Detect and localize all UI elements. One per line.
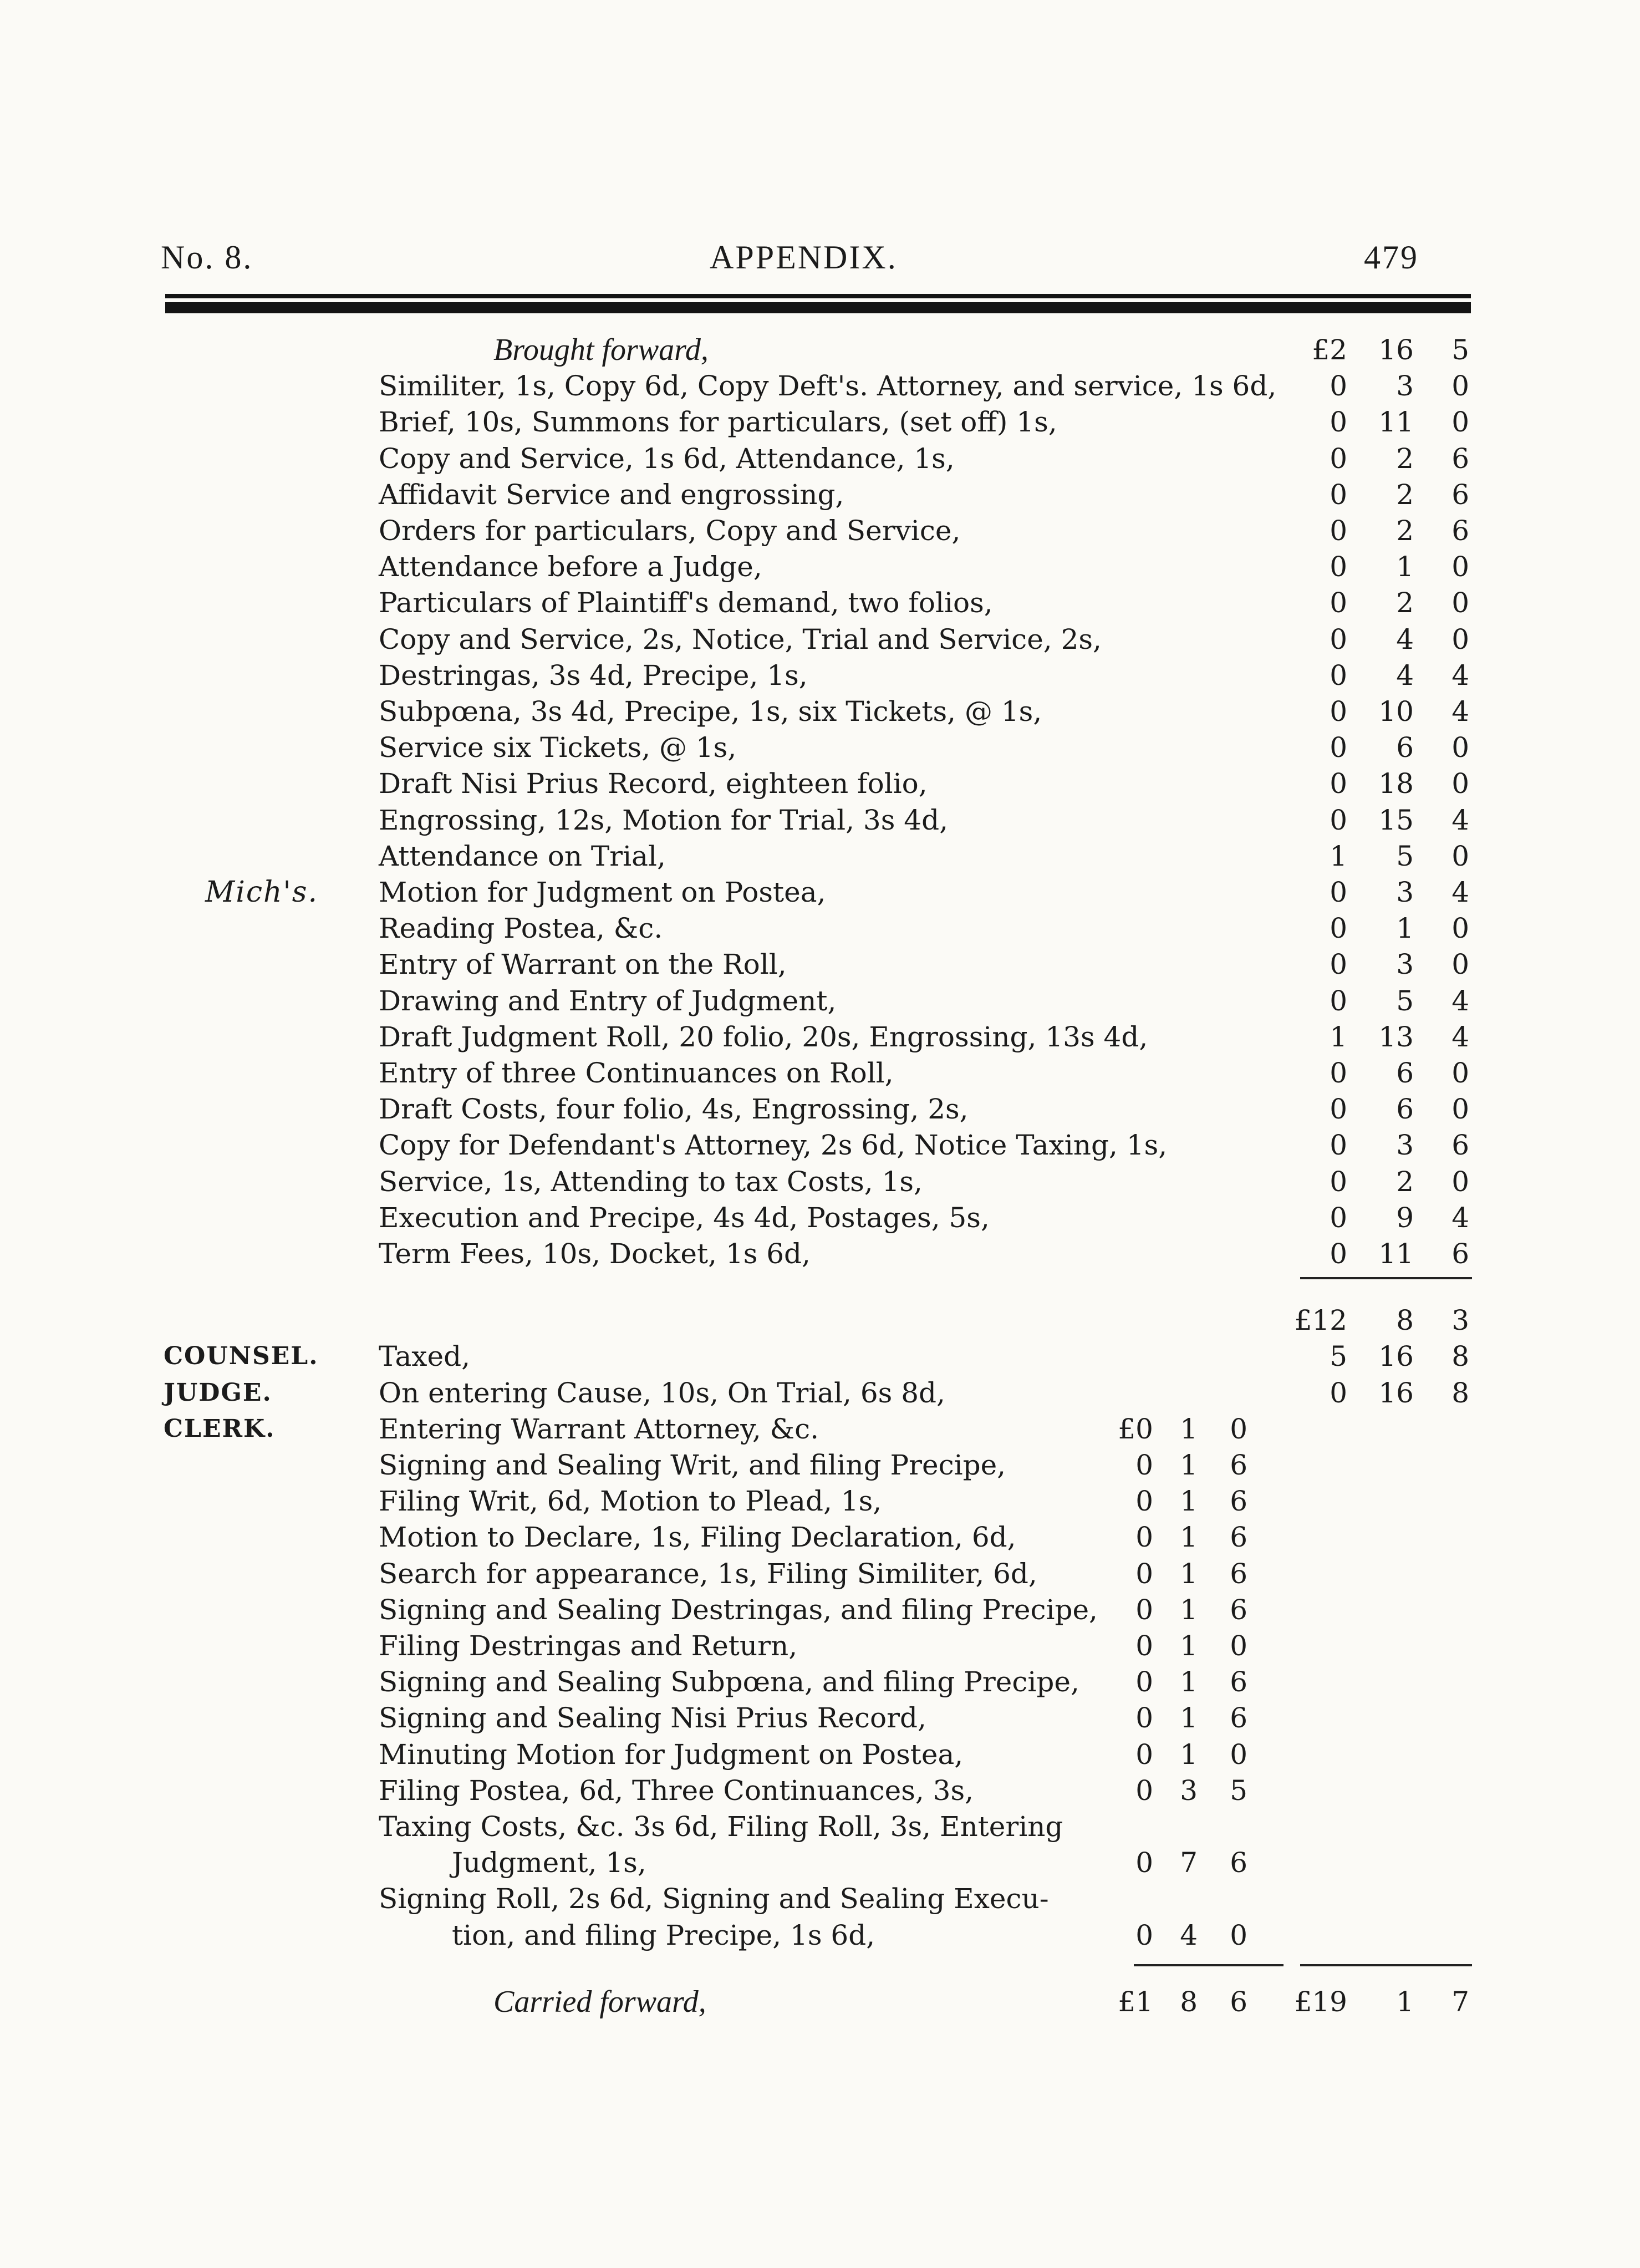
amount-pence: 6 <box>1451 1238 1469 1270</box>
amount-shillings: 2 <box>1396 515 1414 547</box>
clerk-amount-shillings: 1 <box>1180 1557 1198 1590</box>
item-description: Particulars of Plaintiff's demand, two folios, <box>379 587 993 619</box>
clerk-amount-pounds: 0 <box>1135 1593 1153 1626</box>
ledger-row <box>0 1593 1640 1627</box>
ledger-row <box>0 1881 1640 1916</box>
amount-pence: 3 <box>1451 1304 1469 1337</box>
amount-shillings: 1 <box>1396 551 1414 583</box>
clerk-amount-pounds: 0 <box>1135 1521 1153 1554</box>
clerk-total-rule <box>1134 1964 1284 1966</box>
item-description: Attendance on Trial, <box>379 840 666 872</box>
item-description: Filing Writ, 6d, Motion to Plead, 1s, <box>379 1485 882 1518</box>
amount-pounds: 0 <box>1330 587 1347 619</box>
item-description: Drawing and Entry of Judgment, <box>379 984 837 1017</box>
ledger-row <box>0 477 1640 512</box>
item-description: Filing Destringas and Return, <box>379 1630 798 1662</box>
item-description: Service, 1s, Attending to tax Costs, 1s, <box>379 1165 923 1198</box>
page-number: 479 <box>1364 239 1419 276</box>
item-description: Entering Warrant Attorney, &c. <box>379 1412 819 1445</box>
amount-shillings: 2 <box>1396 478 1414 511</box>
item-description: Minuting Motion for Judgment on Postea, <box>379 1738 964 1771</box>
ledger-row <box>0 1448 1640 1482</box>
clerk-amount-pence: 6 <box>1230 1847 1247 1879</box>
ledger-row <box>0 1164 1640 1199</box>
amount-pounds: 0 <box>1330 876 1347 908</box>
amount-pence: 0 <box>1451 623 1469 655</box>
amount-pence: 0 <box>1451 912 1469 945</box>
ledger-row <box>0 550 1640 584</box>
amount-pence: 4 <box>1451 659 1469 691</box>
ledger-row <box>0 694 1640 729</box>
item-description: Carried forward, <box>493 1984 706 2019</box>
item-description: Draft Costs, four folio, 4s, Engrossing, 2s, <box>379 1093 969 1126</box>
page-title: APPENDIX. <box>710 239 898 276</box>
amount-pence: 6 <box>1451 478 1469 511</box>
amount-pence: 0 <box>1451 840 1469 872</box>
amount-pence: 6 <box>1451 1129 1469 1162</box>
amount-pounds: 0 <box>1330 1057 1347 1089</box>
clerk-amount-pence: 0 <box>1230 1630 1247 1662</box>
amount-pounds: 0 <box>1330 1376 1347 1409</box>
item-description: Search for appearance, 1s, Filing Similiter, 6d, <box>379 1557 1037 1590</box>
item-description: Filing Postea, 6d, Three Continuances, 3s, <box>379 1774 974 1807</box>
amount-pounds: £2 <box>1312 334 1347 366</box>
ledger-row <box>0 766 1640 801</box>
amount-shillings: 18 <box>1378 767 1414 800</box>
clerk-amount-shillings: 1 <box>1180 1449 1198 1481</box>
amount-pounds: 0 <box>1330 478 1347 511</box>
ledger-row <box>0 839 1640 873</box>
clerk-amount-pounds: £0 <box>1118 1412 1153 1445</box>
amount-pounds: 0 <box>1330 984 1347 1017</box>
ledger-row <box>0 333 1640 367</box>
amount-pence: 0 <box>1451 731 1469 764</box>
amount-pence: 4 <box>1451 804 1469 836</box>
clerk-amount-pence: 5 <box>1230 1774 1247 1807</box>
clerk-amount-pounds: 0 <box>1135 1485 1153 1518</box>
amount-pounds: £12 <box>1294 1304 1347 1337</box>
amount-shillings: 3 <box>1396 948 1414 981</box>
ledger-row <box>0 1339 1640 1374</box>
clerk-amount-pounds: 0 <box>1135 1919 1153 1951</box>
item-description: Taxed, <box>379 1340 470 1373</box>
item-description: Copy and Service, 1s 6d, Attendance, 1s, <box>379 442 955 475</box>
header-rule-thick <box>165 302 1471 313</box>
amount-pence: 4 <box>1451 1201 1469 1234</box>
clerk-amount-shillings: 1 <box>1180 1485 1198 1518</box>
amount-pounds: 0 <box>1330 659 1347 691</box>
ledger-row <box>0 875 1640 909</box>
amount-shillings: 6 <box>1396 1057 1414 1089</box>
ledger-row <box>0 405 1640 439</box>
item-description: Brief, 10s, Summons for particulars, (set off) 1s, <box>379 406 1057 439</box>
item-description: Affidavit Service and engrossing, <box>379 478 844 511</box>
amount-pence: 5 <box>1451 334 1469 366</box>
ledger-row <box>0 586 1640 620</box>
amount-pounds: 5 <box>1330 1340 1347 1373</box>
ledger-row <box>0 1237 1640 1271</box>
ledger-row <box>0 947 1640 982</box>
amount-shillings: 9 <box>1396 1201 1414 1234</box>
item-description: Entry of Warrant on the Roll, <box>379 948 787 981</box>
item-description: Draft Judgment Roll, 20 folio, 20s, Engrossing, 13s 4d, <box>379 1020 1148 1053</box>
item-description: Signing Roll, 2s 6d, Signing and Sealing Execu- <box>379 1883 1049 1915</box>
margin-label: Mich's. <box>205 876 318 909</box>
clerk-amount-pence: 0 <box>1230 1919 1247 1951</box>
item-description: Attendance before a Judge, <box>379 551 762 583</box>
amount-pounds: £19 <box>1294 1985 1347 2018</box>
amount-shillings: 10 <box>1378 695 1414 728</box>
clerk-amount-pounds: 0 <box>1135 1847 1153 1879</box>
amount-pence: 0 <box>1451 1093 1469 1126</box>
amount-shillings: 2 <box>1396 442 1414 475</box>
clerk-amount-shillings: 1 <box>1180 1412 1198 1445</box>
item-description: Orders for particulars, Copy and Service, <box>379 515 961 547</box>
amount-pounds: 0 <box>1330 406 1347 439</box>
ledger-row <box>0 1737 1640 1772</box>
clerk-amount-pounds: 0 <box>1135 1738 1153 1771</box>
clerk-amount-pence: 6 <box>1230 1593 1247 1626</box>
ledger-row <box>0 730 1640 765</box>
ledger-row <box>0 1985 1640 2019</box>
amount-shillings: 5 <box>1396 984 1414 1017</box>
amount-pounds: 0 <box>1330 804 1347 836</box>
amount-pounds: 0 <box>1330 1093 1347 1126</box>
ledger-row <box>0 1520 1640 1554</box>
amount-pence: 0 <box>1451 948 1469 981</box>
clerk-amount-shillings: 1 <box>1180 1702 1198 1735</box>
item-description: On entering Cause, 10s, On Trial, 6s 8d, <box>379 1376 945 1409</box>
item-description: Signing and Sealing Nisi Prius Record, <box>379 1702 926 1735</box>
clerk-amount-pounds: 0 <box>1135 1774 1153 1807</box>
amount-pounds: 0 <box>1330 1129 1347 1162</box>
clerk-amount-shillings: 1 <box>1180 1738 1198 1771</box>
ledger-row <box>0 1303 1640 1338</box>
clerk-amount-pence: 6 <box>1230 1557 1247 1590</box>
item-description: Reading Postea, &c. <box>379 912 663 945</box>
amount-pounds: 0 <box>1330 1165 1347 1198</box>
amount-pounds: 0 <box>1330 370 1347 403</box>
amount-shillings: 11 <box>1378 406 1414 439</box>
amount-pounds: 0 <box>1330 948 1347 981</box>
item-description: Entry of three Continuances on Roll, <box>379 1057 894 1089</box>
ledger-row <box>0 1201 1640 1235</box>
header-rule-thin <box>165 294 1471 298</box>
ledger-row <box>0 984 1640 1018</box>
amount-pence: 8 <box>1451 1376 1469 1409</box>
ledger-row <box>0 803 1640 837</box>
clerk-amount-shillings: 1 <box>1180 1593 1198 1626</box>
item-description: Signing and Sealing Destringas, and filing Precipe, <box>379 1593 1098 1626</box>
ledger-row <box>0 1557 1640 1591</box>
clerk-amount-pence: 6 <box>1230 1449 1247 1481</box>
ledger-row <box>0 1092 1640 1126</box>
ledger-row <box>0 513 1640 548</box>
clerk-amount-pence: 6 <box>1230 1985 1247 2018</box>
clerk-amount-pounds: 0 <box>1135 1557 1153 1590</box>
amount-shillings: 3 <box>1396 370 1414 403</box>
item-description: Taxing Costs, &c. 3s 6d, Filing Roll, 3s, Entering <box>379 1811 1063 1843</box>
clerk-amount-pence: 6 <box>1230 1702 1247 1735</box>
clerk-amount-pence: 0 <box>1230 1738 1247 1771</box>
item-description: Motion to Declare, 1s, Filing Declaration, 6d, <box>379 1521 1016 1554</box>
item-description: tion, and filing Precipe, 1s 6d, <box>452 1919 875 1951</box>
amount-pence: 6 <box>1451 442 1469 475</box>
clerk-amount-pounds: 0 <box>1135 1449 1153 1481</box>
amount-pounds: 1 <box>1330 1020 1347 1053</box>
amount-pence: 0 <box>1451 370 1469 403</box>
ledger-row <box>0 1918 1640 1952</box>
amount-pence: 8 <box>1451 1340 1469 1373</box>
amount-pounds: 0 <box>1330 695 1347 728</box>
ledger-row <box>0 1845 1640 1880</box>
ledger-row <box>0 1412 1640 1446</box>
ledger-row <box>0 369 1640 403</box>
item-description: Signing and Sealing Subpœna, and filing Precipe, <box>379 1666 1079 1699</box>
amount-shillings: 16 <box>1378 1376 1414 1409</box>
clerk-amount-pence: 6 <box>1230 1666 1247 1699</box>
clerk-amount-pence: 6 <box>1230 1485 1247 1518</box>
amount-shillings: 8 <box>1396 1304 1414 1337</box>
amount-pence: 6 <box>1451 515 1469 547</box>
ledger-row <box>0 1809 1640 1844</box>
ledger-row <box>0 1773 1640 1808</box>
amount-pounds: 0 <box>1330 767 1347 800</box>
ledger-row <box>0 1484 1640 1518</box>
amount-pounds: 0 <box>1330 442 1347 475</box>
item-description: Brought forward, <box>493 333 709 367</box>
clerk-amount-pounds: £1 <box>1118 1985 1153 2018</box>
margin-label: COUNSEL. <box>164 1342 319 1371</box>
section-number: No. 8. <box>161 239 253 276</box>
item-description: Destringas, 3s 4d, Precipe, 1s, <box>379 659 808 691</box>
amount-pounds: 0 <box>1330 912 1347 945</box>
clerk-amount-shillings: 1 <box>1180 1666 1198 1699</box>
clerk-amount-pence: 0 <box>1230 1412 1247 1445</box>
amount-pounds: 0 <box>1330 1238 1347 1270</box>
clerk-amount-shillings: 4 <box>1180 1919 1198 1951</box>
ledger-row <box>0 1701 1640 1735</box>
item-description: Similiter, 1s, Copy 6d, Copy Deft's. Attorney, and service, 1s 6d, <box>379 370 1277 403</box>
amount-pence: 4 <box>1451 1020 1469 1053</box>
clerk-amount-pounds: 0 <box>1135 1702 1153 1735</box>
amount-shillings: 13 <box>1378 1020 1414 1053</box>
amount-pence: 4 <box>1451 984 1469 1017</box>
item-description: Judgment, 1s, <box>452 1847 646 1879</box>
clerk-amount-pounds: 0 <box>1135 1630 1153 1662</box>
item-description: Copy for Defendant's Attorney, 2s 6d, Notice Taxing, 1s, <box>379 1129 1168 1162</box>
ledger-row <box>0 441 1640 476</box>
amount-pence: 0 <box>1451 1165 1469 1198</box>
item-description: Engrossing, 12s, Motion for Trial, 3s 4d, <box>379 804 948 836</box>
margin-label: JUDGE. <box>164 1378 272 1407</box>
amount-shillings: 1 <box>1396 912 1414 945</box>
grand-total-rule <box>1300 1964 1472 1966</box>
clerk-amount-shillings: 7 <box>1180 1847 1198 1879</box>
amount-shillings: 2 <box>1396 587 1414 619</box>
ledger-row <box>0 658 1640 693</box>
amount-pence: 4 <box>1451 695 1469 728</box>
amount-shillings: 15 <box>1378 804 1414 836</box>
clerk-amount-pence: 6 <box>1230 1521 1247 1554</box>
item-description: Service six Tickets, @ 1s, <box>379 731 737 764</box>
amount-shillings: 6 <box>1396 1093 1414 1126</box>
clerk-amount-pounds: 0 <box>1135 1666 1153 1699</box>
amount-pounds: 0 <box>1330 623 1347 655</box>
amount-shillings: 5 <box>1396 840 1414 872</box>
clerk-amount-shillings: 8 <box>1180 1985 1198 2018</box>
amount-pounds: 0 <box>1330 731 1347 764</box>
amount-shillings: 11 <box>1378 1238 1414 1270</box>
ledger-row <box>0 1128 1640 1162</box>
ledger-row <box>0 1376 1640 1410</box>
ledger-row <box>0 1665 1640 1699</box>
item-description: Signing and Sealing Writ, and filing Precipe, <box>379 1449 1006 1481</box>
item-description: Draft Nisi Prius Record, eighteen folio, <box>379 767 928 800</box>
item-description: Execution and Precipe, 4s 4d, Postages, 5s, <box>379 1201 990 1234</box>
amount-shillings: 1 <box>1396 1985 1414 2018</box>
amount-pence: 7 <box>1451 1985 1469 2018</box>
ledger-row <box>0 911 1640 945</box>
ledger-row <box>0 1056 1640 1090</box>
subtotal-rule <box>1300 1277 1472 1279</box>
amount-shillings: 3 <box>1396 876 1414 908</box>
amount-pence: 0 <box>1451 406 1469 439</box>
amount-shillings: 4 <box>1396 659 1414 691</box>
amount-shillings: 6 <box>1396 731 1414 764</box>
clerk-amount-shillings: 3 <box>1180 1774 1198 1807</box>
item-description: Subpœna, 3s 4d, Precipe, 1s, six Tickets, @ 1s, <box>379 695 1042 728</box>
amount-pence: 0 <box>1451 1057 1469 1089</box>
amount-shillings: 3 <box>1396 1129 1414 1162</box>
amount-pence: 0 <box>1451 767 1469 800</box>
amount-pence: 0 <box>1451 587 1469 619</box>
amount-shillings: 4 <box>1396 623 1414 655</box>
ledger-row <box>0 1629 1640 1663</box>
ledger-row <box>0 1020 1640 1054</box>
margin-label: CLERK. <box>164 1414 276 1443</box>
amount-pounds: 1 <box>1330 840 1347 872</box>
amount-pounds: 0 <box>1330 551 1347 583</box>
amount-shillings: 16 <box>1378 334 1414 366</box>
ledger-row <box>0 622 1640 657</box>
item-description: Copy and Service, 2s, Notice, Trial and Service, 2s, <box>379 623 1102 655</box>
amount-pence: 0 <box>1451 551 1469 583</box>
clerk-amount-shillings: 1 <box>1180 1630 1198 1662</box>
clerk-amount-shillings: 1 <box>1180 1521 1198 1554</box>
amount-pence: 4 <box>1451 876 1469 908</box>
amount-pounds: 0 <box>1330 1201 1347 1234</box>
item-description: Term Fees, 10s, Docket, 1s 6d, <box>379 1238 811 1270</box>
amount-shillings: 2 <box>1396 1165 1414 1198</box>
amount-pounds: 0 <box>1330 515 1347 547</box>
amount-shillings: 16 <box>1378 1340 1414 1373</box>
item-description: Motion for Judgment on Postea, <box>379 876 826 908</box>
